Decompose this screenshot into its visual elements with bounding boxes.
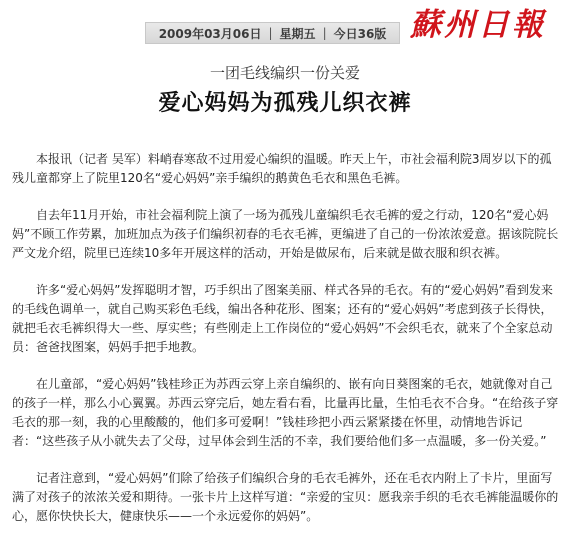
article-paragraph: 记者注意到，“爱心妈妈”们除了给孩子们编织合身的毛衣毛裤外，还在毛衣内附上了卡片，里面写满了对孩子的浓浓关爱和期待。一张卡片上这样写道：“亲爱的宝贝：愿我亲手织的毛衣毛裤能温暖你的心，愿你快快长大，健康快乐——一个永远爱你的妈妈”。 [12,471,559,523]
date-bar [145,22,400,44]
newspaper-logo: 蘇州日報 [410,7,546,43]
issue-date: 2009年03月06日 [158,26,262,41]
separator: | [268,26,273,40]
issue-edition: 今日36版 [333,26,387,41]
article-title: 爱心妈妈为孤残儿织衣裤 [158,91,412,116]
article-subtitle: 一团毛线编织一份关爱 [209,64,360,82]
issue-weekday: 星期五 [279,26,316,41]
article-paragraph: 本报讯（记者 吴军）料峭春寒敌不过用爱心编织的温暖。昨天上午，市社会福利院3周岁以下的孤残儿童都穿上了院里120名“爱心妈妈”亲手编织的鹅黄色毛衣和黑色毛裤。 [12,152,552,185]
separator: | [322,26,327,40]
article-paragraph: 自去年11月开始，市社会福利院上演了一场为孤残儿童编织毛衣毛裤的爱之行动，120名“爱心妈妈”不顾工作劳累，加班加点为孩子们编织初春的毛衣毛裤，更编进了自己的一份浓浓爱意。据该院院长严文龙介绍，院里已连续10多年开展这样的活动，开始是做尿布，后来就是做衣服和织衣裤。 [12,208,559,260]
article-paragraph: 在儿童部，“爱心妈妈”钱桂珍正为苏西云穿上亲自编织的、嵌有向日葵图案的毛衣，她就像对自己的孩子一样，那么小心翼翼。苏西云穿完后，她左看右看，比量再比量，生怕毛衣不合身。“在给孩子穿毛衣的那一刻，我的心里酸酸的，他们多可爱啊！”钱桂珍把小西云紧紧搂在怀里，动情地告诉记者：“这些孩子从小就失去了父母，过早体会到生活的不幸，我们要给他们多一点温暖，多一份关爱。” [12,377,559,448]
article-body [12,150,560,544]
article-paragraph: 许多“爱心妈妈”发挥聪明才智，巧手织出了图案美丽、样式各异的毛衣。有的“爱心妈妈”看到发来的毛线色调单一，就自己购买彩色毛线，编出各种花形、图案；还有的“爱心妈妈”考虑到孩子长得快，就把毛衣毛裤织得大一些、厚实些；有些刚走上工作岗位的“爱心妈妈”不会织毛衣，就来了个全家总动员：爸爸找图案，妈妈手把手地教。 [12,283,553,354]
masthead [0,0,570,50]
